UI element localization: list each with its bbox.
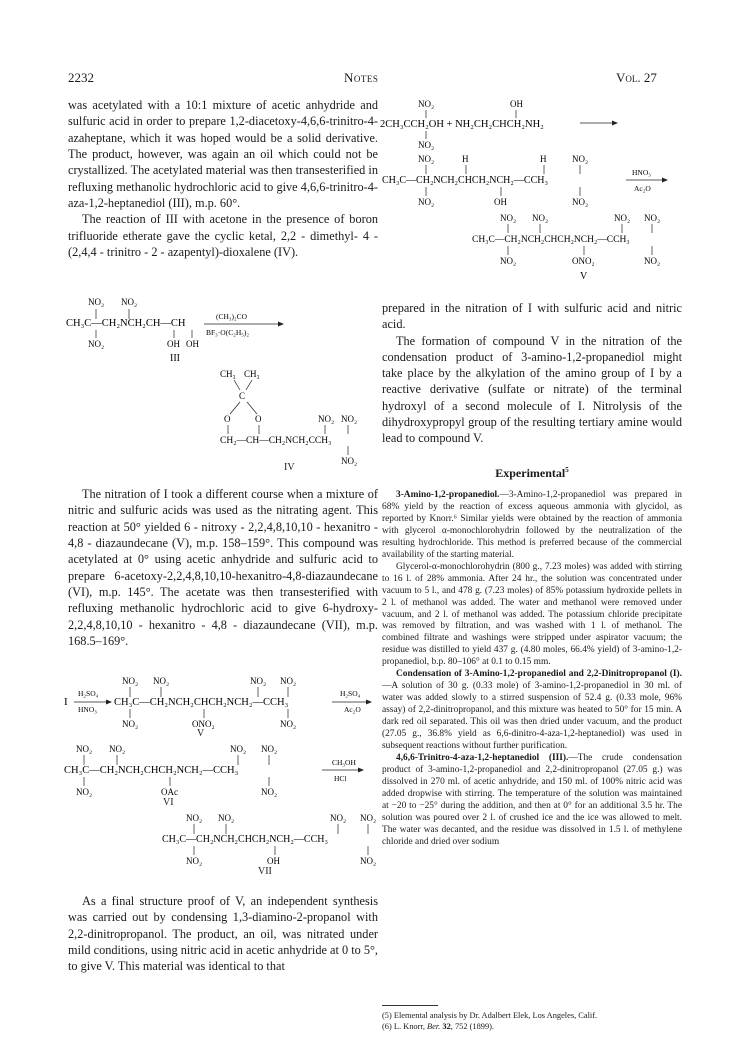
scheme-compound-vii [162, 810, 382, 870]
v-reagent2-bottom: Ac₂O [344, 705, 361, 714]
scheme-compound-vi [64, 741, 384, 803]
no2-label: NO₂ [360, 856, 377, 866]
left-paragraph-3: The nitration of I took a different course when a mixture of nitric and sulfuric acids was used as the nitrating agent. This reaction at 50° yielded 6 - nitroxy - 2,2,4,8,10,10 - hexanitro - 4,8 - diazaundecane (V), m.p. 158–159°. This compound was acetylated at 0° using acetic anhydride and sulfuric acid to prepare 6-acetoxy-2,2,4,8,10,10-hexanitro-4,8-diazaundecane (VI), m.p. 145°. The acetate was then transesterified with refluxing methanolic hydrochloric acid to give 6-hydroxy-2,2,4,8,10,10 - hexanitro - 4,8 - diazaundecane (VII), m.p. 168.5–169°. [68, 487, 378, 649]
no2-label: NO₂ [330, 813, 347, 823]
compound-label-vii: VII [258, 866, 272, 877]
vi-chain: CH₃C—CH₂NCH₂CHCH₂NCH₂—CCH₃ [64, 765, 239, 776]
ono2-label: ONO₂ [572, 256, 595, 266]
section-title: Notes [344, 70, 379, 85]
scheme-compound-iv [220, 366, 385, 476]
no2-label: NO₂ [572, 197, 589, 207]
no2-label: NO₂ [644, 213, 661, 223]
experimental-body [382, 490, 682, 849]
ch3-label: CH₃ [244, 369, 260, 379]
v-chain: CH₃C—CH₂NCH₂CHCH₂NCH₂—CCH₃ [114, 697, 289, 708]
vi-reagent-top: CH₃OH [332, 758, 356, 767]
footnotes [382, 1010, 682, 1032]
no2-label: NO₂ [186, 856, 203, 866]
no2-label: NO₂ [153, 676, 170, 686]
left-paragraph-1: was acetylated with a 10:1 mixture of acetic anhydride and sulfuric acid in order to prepare 1,2-diacetoxy-4,6,6-trinitro-4-azaheptane, which it was hoped would be a solid derivative. The product, however, was again an oil which could not be crystallized. The acetylated material was then transesterified in refluxing methanolic hydrochloric acid to give 4,6,6-trinitro-4-aza-1,2-heptanediol (III), m.p. 60°. The reaction of III with acetone in the presence of boron trifluoride etherate gave the cyclic ketal, 2,2 - dimethyl- 4 - (2,4,4 - trinitro - 2 - azapentyl)-dioxalene (IV). [68, 98, 378, 260]
v-reagent-top: H₂SO₄ [78, 689, 99, 698]
no2-label: NO₂ [121, 297, 138, 307]
iv-ring-chain: CH₂—CH—CH₂NCH₂CCH₃ [220, 436, 332, 446]
no2-label: NO₂ [88, 339, 105, 349]
no2-label: NO₂ [76, 787, 93, 797]
footnote-6: (6) L. Knorr, Ber. 32, 752 (1899). [382, 1022, 495, 1031]
h-label: H [540, 154, 547, 164]
no2-label: NO₂ [418, 99, 435, 109]
iii-chain: CH₃C—CH₂NCH₂CH—CH [66, 318, 186, 329]
vii-chain: CH₃C—CH₂NCH₂CHCH₂NCH₂—CCH₃ [162, 834, 328, 845]
synthesis-reagent-top: HNO₃ [632, 168, 651, 177]
no2-label: NO₂ [280, 676, 297, 686]
no2-label: NO₂ [250, 676, 267, 686]
no2-label: NO₂ [261, 787, 278, 797]
footnote-5: (5) Elemental analysis by Dr. Adalbert Elek, Los Angeles, Calif. [382, 1011, 598, 1020]
ketal-carbon: C [239, 391, 246, 401]
compound-label-vi: VI [163, 797, 174, 808]
no2-label: NO₂ [644, 256, 661, 266]
iii-reagent-top: (CH₃)₂CO [216, 312, 248, 321]
oac-label: OAc [161, 787, 178, 797]
scheme-compound-iii [66, 292, 296, 367]
v-reagent-bottom: HNO₃ [78, 705, 97, 714]
iii-reagent-bottom: BF₃·O(C₂H₅)₂ [206, 328, 249, 337]
section-condensation: Condensation of 3-Amino-1,2-propanediol and 2,2-Dinitropropanol (I).—A solution of 30 g. (0.33 mole) of 3-amino-1,2-propanediol in 30 ml. of water was added slowly to a stirred suspension of 52.4 g. (0.33 mole, 96% assay) of 2,2-dinitropropanol, and this mixture was heated to 50° for 15 min. A dark red oil separated. This oil was then dried under vacuum, and the product (27.05 g., 36.8% yield as 6,6-dinitro-4-aza-1,2-heptanediol) was used in subsequent reactions without further purification. [382, 669, 682, 752]
no2-label: NO₂ [341, 414, 358, 424]
no2-label: NO₂ [360, 813, 377, 823]
no2-label: NO₂ [122, 719, 139, 729]
product-chain: CH₃C—CH₂NCH₂CHCH₂NCH₂—CCH₃ [472, 235, 630, 245]
left-paragraph-2: The reaction of III with acetone in the presence of boron trifluoride etherate gave the cyclic ketal, 2,2 - dimethyl- 4 - (2,4,4 - trinitro - 2 - azapentyl)-dioxalene (IV). [68, 212, 378, 260]
no2-label: NO₂ [186, 813, 203, 823]
oxygen-label: O [224, 414, 231, 424]
no2-label: NO₂ [109, 744, 126, 754]
ono2-label: ONO₂ [192, 719, 215, 729]
scheme-synthesis-v [380, 96, 680, 288]
vi-reagent-bottom: HCl [334, 774, 347, 783]
intermediate-chain: CH₃C—CH₂NCH₂CHCH₂NCH₂—CCH₃ [382, 175, 548, 186]
oh-label: OH [267, 856, 280, 866]
no2-label: NO₂ [418, 197, 435, 207]
no2-label: NO₂ [418, 154, 435, 164]
oh-label: OH [494, 197, 507, 207]
compound-label-v: V [197, 728, 205, 739]
compound-label-iii: III [170, 353, 180, 364]
scheme-compound-v [64, 673, 384, 735]
section-aminopropanediol: 3-Amino-1,2-propanediol.—3-Amino-1,2-propanediol was prepared in 68% yield by the reaction of excess aqueous ammonia with glycidol, as reported by Knorr.⁶ Similar yields were obtained by the reaction of ammonia with glycerol α-monochlorohydrin followed by the neutralization of the resulting hydrochloride. This method is preferred because of the commercial availability of the starting material. [382, 490, 682, 560]
no2-label: NO₂ [318, 414, 335, 424]
no2-label: NO₂ [341, 456, 358, 466]
no2-label: NO₂ [614, 213, 631, 223]
ch3-label: CH₃ [220, 369, 236, 379]
left-paragraph-4: As a final structure proof of V, an independent synthesis was carried out by condensing 1,3-diamino-2-propanol with 2,2-dinitropropanol. The product, an oil, was nitrated under mild conditions, using nitric acid in acetic anhydride at 0 to 5°, to give V. This material was identical to that [68, 894, 378, 974]
no2-label: NO₂ [500, 213, 517, 223]
no2-label: NO₂ [261, 744, 278, 754]
no2-label: NO₂ [218, 813, 235, 823]
section-chlorohydrin: Glycerol-α-monochlorohydrin (800 g., 7.23 moles) was added with stirring to 16 l. of 28% ammonia. After 24 hr., the solution was concentrated under vacuum to 5 l., and 478 g. (7.23 moles) of 85% potassium hydroxide pellets in 2 l. of methanol was added. The water and methanol were removed under vacuum, and 2 l. of methanol was added. The potassium chloride precipitate was removed by filtration, and was washed with 1 l. of methanol. The combined filtrate and washings were stripped under aspirator vacuum; the residue was distilled to yield 437 g. (4.80 moles, 66.4% yield) of 3-amino-1,2-propanediol, b.p. 80–106° at 0.1 to 0.15 mm. [382, 561, 682, 668]
page-number: 2232 [68, 70, 94, 85]
no2-label: NO₂ [280, 719, 297, 729]
no2-label: NO₂ [532, 213, 549, 223]
no2-label: NO₂ [418, 140, 435, 150]
reactants: 2CH₃CCH₂OH + NH₂CH₂CHCH₂NH₂ [380, 119, 544, 130]
compound-label-iv: IV [284, 462, 295, 473]
compound-label-v: V [580, 271, 588, 282]
no2-label: NO₂ [122, 676, 139, 686]
right-paragraph-2: The formation of compound V in the nitration of the condensation product of 3-amino-1,2-propanediol might take place by the alkylation of the amino group of I by a reactive derivative (sulfate or nitrate) of the terminal hydroxyl of a second molecule of I. Nitrolysis of the dihydroxypropyl group of the resulting tertiary amine would lead to compound V. [382, 333, 682, 446]
right-paragraph-1: prepared in the nitration of I with sulfuric acid and nitric acid. [382, 301, 682, 332]
reactant-i: I [64, 696, 68, 708]
oh-label: OH [186, 339, 199, 349]
no2-label: NO₂ [230, 744, 247, 754]
no2-label: NO₂ [76, 744, 93, 754]
oh-label: OH [510, 99, 523, 109]
experimental-heading: Experimental$^5$ [495, 466, 569, 480]
v-reagent2-top: H₂SO₄ [340, 689, 361, 698]
oxygen-label: O [255, 414, 262, 424]
section-trinitro: 4,6,6-Trinitro-4-aza-1,2-heptanediol (III).—The crude condensation product of 3-amino-1,2-propanediol and 2,2-dinitropropanol (27.05 g.) was dissolved in 270 ml. of acetic anhydride, and 150 ml. of 100% nitric acid was added dropwise with stirring. The temperature of the solution was maintained at −20 to −25° during the addition, and then at 0° for an additional 3.5 hr. The solution was poured over 2 l. of crushed ice and the ice was allowed to melt. The water was decanted, and the residue was dissolved in 1.5 l. of methylene chloride and dried over sodium [382, 752, 682, 847]
no2-label: NO₂ [572, 154, 589, 164]
footnote-rule [382, 1005, 438, 1006]
no2-label: NO₂ [500, 256, 517, 266]
volume-label: Vol. 27 [616, 70, 657, 85]
h-label: H [462, 154, 469, 164]
synthesis-reagent-bottom: Ac₂O [634, 184, 651, 193]
no2-label: NO₂ [88, 297, 105, 307]
oh-label: OH [167, 339, 180, 349]
